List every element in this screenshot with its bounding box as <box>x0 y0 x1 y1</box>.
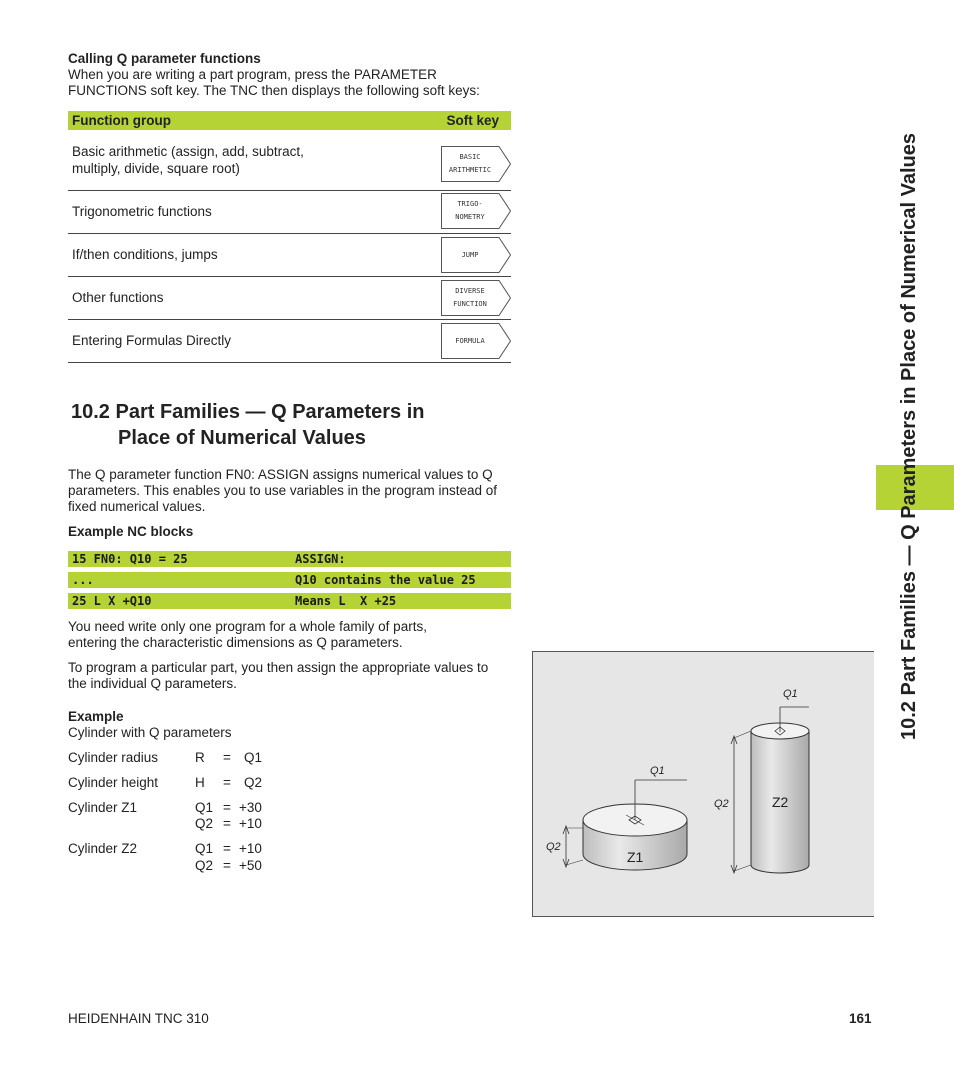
section-title-line2: Place of Numerical Values <box>118 427 366 449</box>
footer-publisher: HEIDENHAIN TNC 310 <box>68 1011 209 1026</box>
example-eq: = <box>223 841 231 856</box>
nc-comment: Q10 contains the value 25 <box>295 573 476 587</box>
nc-block <box>68 572 511 588</box>
function-row-label: If/then conditions, jumps <box>72 247 218 262</box>
dimension-q2-z2 <box>731 731 751 873</box>
example-param: Q2 <box>195 858 214 873</box>
function-row-label: Entering Formulas Directly <box>72 333 232 348</box>
function-row-label: Other functions <box>72 290 164 305</box>
softkey-jump[interactable] <box>441 237 511 273</box>
example-name: Cylinder radius <box>68 750 159 765</box>
softkey-line: NOMETRY <box>455 213 485 221</box>
example-value: +50 <box>239 858 262 873</box>
example-heading: Example <box>68 709 124 724</box>
label-q1-top: Q1 <box>783 688 798 700</box>
softkey-line: DIVERSE <box>455 287 485 295</box>
softkey-diverse-function[interactable] <box>441 280 511 316</box>
example-param: H <box>195 775 205 790</box>
section-intro: The Q parameter function FN0: ASSIGN assigns numerical values to Q parameters. This enables you to use variables in the program instead of fixed numerical values. <box>68 467 497 514</box>
softkey-line: FORMULA <box>455 336 485 345</box>
function-row-label: Basic arithmetic (assign, add, subtract, multiply, divide, square root) <box>72 144 304 176</box>
example-value: Q2 <box>244 775 263 790</box>
page-number: 161 <box>849 1011 872 1026</box>
label-q2-right: Q2 <box>714 798 729 810</box>
cylinder-z2 <box>751 707 809 873</box>
nc-block <box>68 551 511 567</box>
cylinder-figure <box>532 651 874 917</box>
calling-paragraph: When you are writing a part program, press the PARAMETER FUNCTIONS soft key. The TNC then displays the following soft keys: <box>68 67 480 98</box>
softkey-basic-arithmetic[interactable] <box>441 146 511 182</box>
example-value: +30 <box>239 800 262 815</box>
softkey-line: ARITHMETIC <box>448 166 492 174</box>
example-eq: = <box>223 750 231 765</box>
example-value: Q1 <box>244 750 263 765</box>
example-eq: = <box>223 816 231 831</box>
nc-comment: ASSIGN: <box>295 552 346 566</box>
section-title-line1: 10.2 Part Families — Q Parameters in <box>71 401 425 423</box>
function-row-label: Trigonometric functions <box>72 204 212 219</box>
nc-code: 15 FN0: Q10 = 25 <box>72 552 188 566</box>
example-subheading: Cylinder with Q parameters <box>68 725 232 740</box>
label-q1-mid: Q1 <box>650 765 665 777</box>
example-param: Q1 <box>195 800 214 815</box>
nc-code: 25 L X +Q10 <box>72 594 152 608</box>
function-table-header <box>68 111 511 130</box>
example-value: +10 <box>239 841 262 856</box>
example-name: Cylinder height <box>68 775 159 790</box>
col-soft-key: Soft key <box>446 113 499 128</box>
example-name: Cylinder Z1 <box>68 800 138 815</box>
example-value: +10 <box>239 816 262 831</box>
col-function-group: Function group <box>72 113 171 128</box>
label-z1: Z1 <box>627 849 644 865</box>
example-eq: = <box>223 775 231 790</box>
example-nc-heading: Example NC blocks <box>68 524 194 539</box>
example-eq: = <box>223 800 231 815</box>
label-q2-left: Q2 <box>546 841 561 853</box>
nc-comment: Means L X +25 <box>295 594 397 608</box>
softkey-line: JUMP <box>461 250 479 259</box>
softkey-line: BASIC <box>459 153 481 161</box>
label-z2: Z2 <box>772 794 789 810</box>
example-eq: = <box>223 858 231 873</box>
example-param: R <box>195 750 205 765</box>
example-name: Cylinder Z2 <box>68 841 138 856</box>
softkey-trigonometry[interactable] <box>441 193 511 229</box>
example-param: Q2 <box>195 816 214 831</box>
example-param: Q1 <box>195 841 214 856</box>
sidebar-title: 10.2 Part Families — Q Parameters in Place of Numerical Values <box>898 133 920 740</box>
nc-block <box>68 593 511 609</box>
dimension-q2-z1 <box>563 826 583 867</box>
nc-code: ... <box>72 573 94 587</box>
paragraph-family: You need write only one program for a whole family of parts, entering the characteristic dimensions as Q parameters. <box>68 619 427 650</box>
softkey-line: FUNCTION <box>453 300 487 308</box>
softkey-line: TRIGO- <box>457 200 483 208</box>
softkey-formula[interactable] <box>441 323 511 359</box>
paragraph-assign: To program a particular part, you then assign the appropriate values to the individual Q parameters. <box>68 660 489 691</box>
calling-heading: Calling Q parameter functions <box>68 51 261 66</box>
